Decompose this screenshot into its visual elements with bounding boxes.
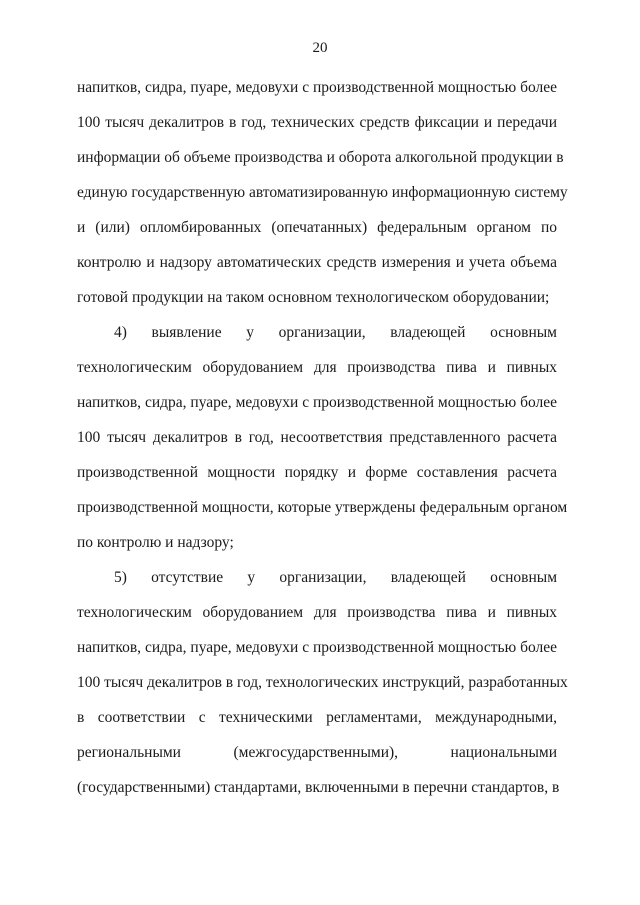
text-line: напитков, сидра, пуаре, медовухи с производственной мощностью более — [77, 394, 557, 411]
text-line: единую государственную автоматизированную информационную систему — [77, 184, 568, 201]
text-line: 100 тысяч декалитров в год, технических средств фиксации и передачи — [77, 114, 557, 131]
text-line: производственной мощности порядку и форме составления расчета — [77, 464, 557, 481]
text-line: по контролю и надзору; — [77, 534, 234, 551]
text-line: в соответствии с техническими регламентами, международными, — [77, 709, 557, 726]
text-line: напитков, сидра, пуаре, медовухи с производственной мощностью более — [77, 639, 557, 656]
text-line: 100 тысяч декалитров в год, несоответствия представленного расчета — [77, 429, 557, 446]
text-line: готовой продукции на таком основном технологическом оборудовании; — [77, 289, 550, 306]
list-item-5-start: 5) отсутствие у организации, владеющей основным — [114, 569, 557, 586]
text-line: технологическим оборудованием для производства пива и пивных — [77, 359, 557, 376]
page-number: 20 — [312, 40, 328, 56]
text-line: (государственными) стандартами, включенными в перечни стандартов, в — [77, 779, 560, 796]
text-line: и (или) опломбированных (опечатанных) федеральным органом по — [77, 219, 557, 236]
text-line: 100 тысяч декалитров в год, технологических инструкций, разработанных — [77, 674, 568, 691]
list-item-4-start: 4) выявление у организации, владеющей основным — [114, 324, 557, 341]
text-line: технологическим оборудованием для производства пива и пивных — [77, 604, 557, 621]
text-line: информации об объеме производства и оборота алкогольной продукции в — [77, 149, 564, 166]
text-line: региональными (межгосударственными), национальными — [77, 744, 557, 761]
text-line: напитков, сидра, пуаре, медовухи с производственной мощностью более — [77, 79, 557, 96]
text-line: производственной мощности, которые утверждены федеральным органом — [77, 499, 568, 516]
text-line: контролю и надзору автоматических средств измерения и учета объема — [77, 254, 557, 271]
